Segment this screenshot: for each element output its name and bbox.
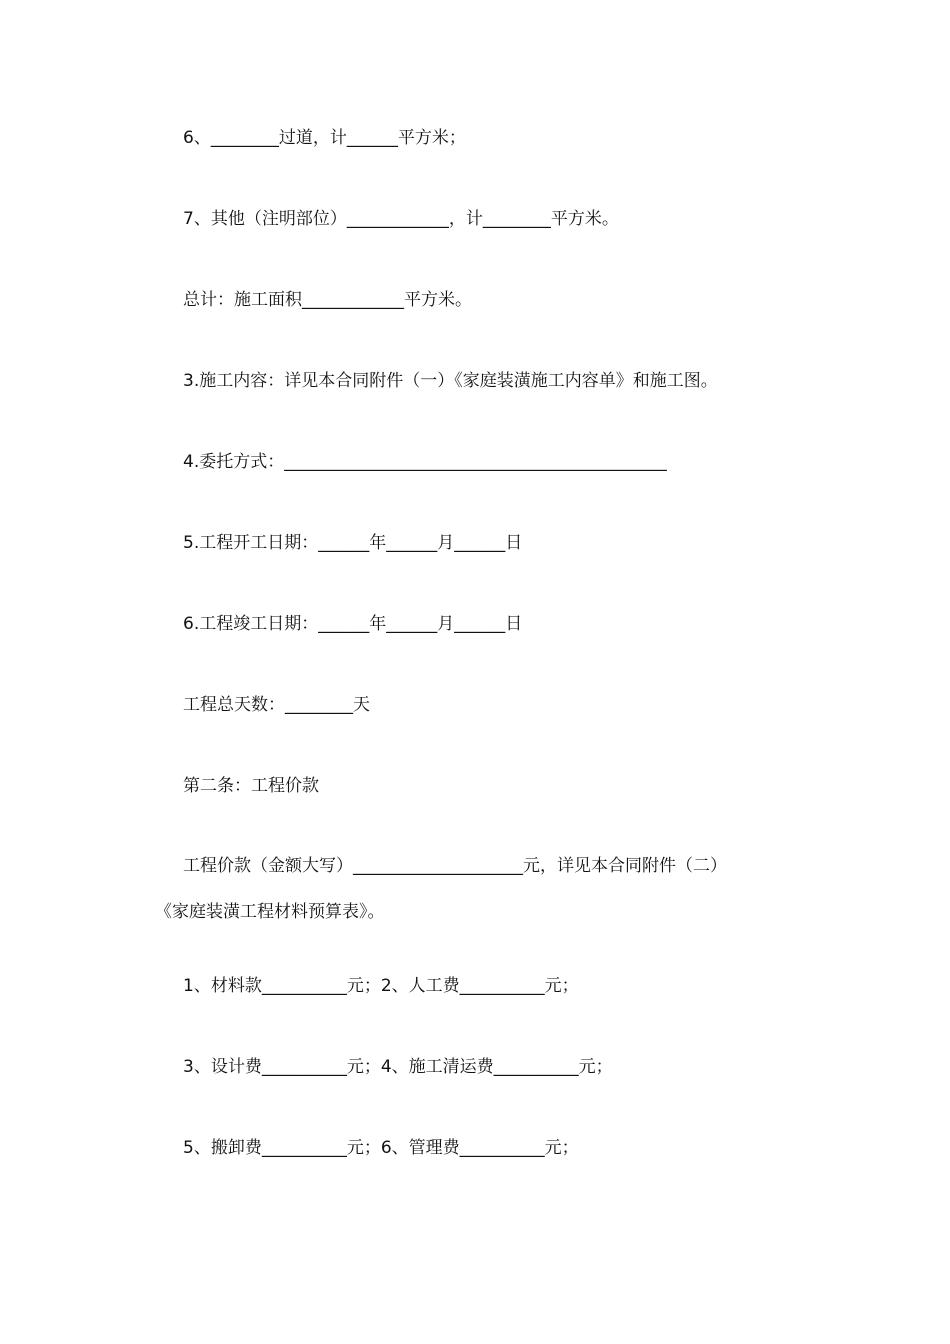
clause-start-date: 5.工程开工日期：______年______月______日 bbox=[183, 533, 523, 553]
fees-moving-management: 5、搬卸费__________元；6、管理费__________元； bbox=[183, 1138, 579, 1158]
item-6-corridor-area: 6、________过道，计______平方米； bbox=[183, 128, 466, 148]
project-price-clause: 工程价款（金额大写）____________________元，详见本合同附件（二） bbox=[183, 856, 727, 876]
clause-completion-date: 6.工程竣工日期：______年______月______日 bbox=[183, 614, 523, 634]
fees-design-cleanup: 3、设计费__________元；4、施工清运费__________元； bbox=[183, 1057, 613, 1077]
article-2-heading: 第二条：工程价款 bbox=[183, 776, 319, 796]
item-7-other-area: 7、其他（注明部位）____________，计________平方米。 bbox=[183, 209, 619, 229]
total-project-days: 工程总天数：________天 bbox=[183, 695, 370, 715]
total-construction-area: 总计：施工面积____________平方米。 bbox=[183, 290, 472, 310]
fees-materials-labor: 1、材料款__________元；2、人工费__________元； bbox=[183, 976, 579, 996]
project-price-clause-continued: 《家庭装潢工程材料预算表》。 bbox=[155, 902, 385, 922]
clause-commission-method: 4.委托方式：_____________________________________________ bbox=[183, 452, 667, 472]
clause-construction-content: 3.施工内容：详见本合同附件（一）《家庭装潢施工内容单》和施工图。 bbox=[183, 371, 718, 391]
